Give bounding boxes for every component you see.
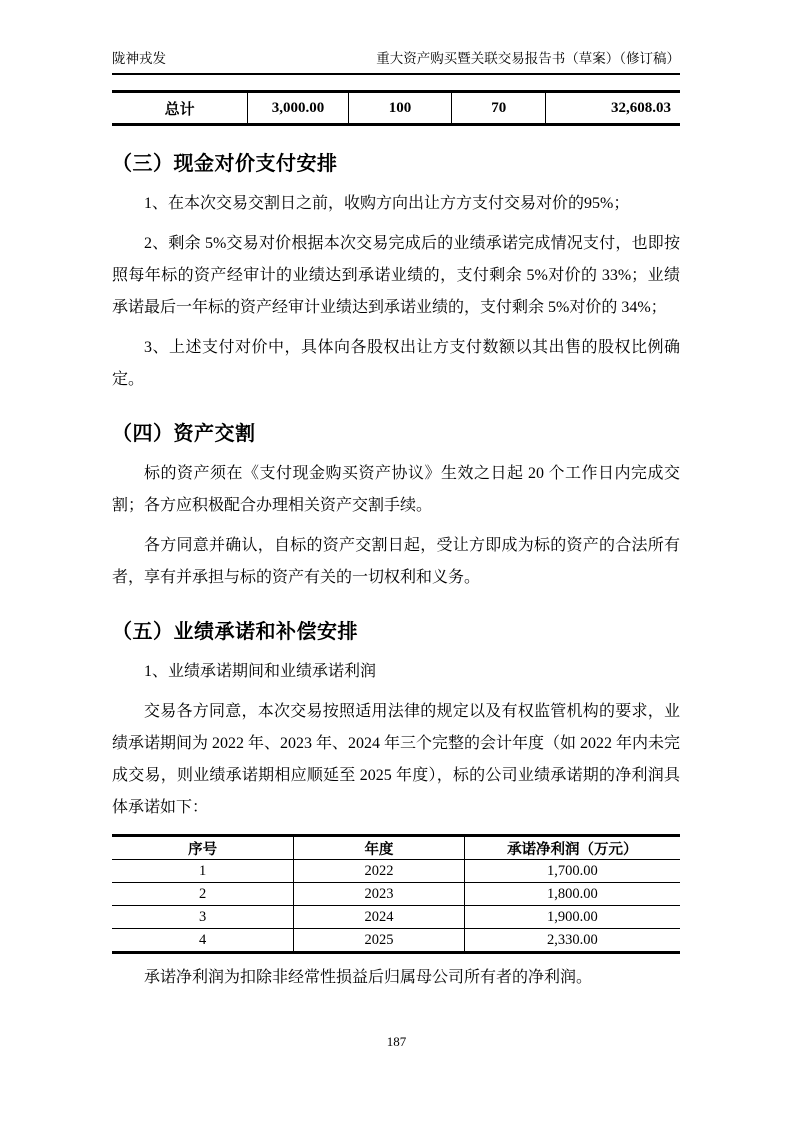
page-content — [112, 0, 680, 994]
cell-year: 2022 — [294, 860, 464, 883]
section-heading-cash-payment: （三）现金对价支付安排 — [112, 153, 338, 175]
section-heading-performance-commitment: （五）业绩承诺和补偿安排 — [112, 621, 358, 643]
profit-commitment-table — [112, 834, 680, 954]
paragraph: 3、上述支付对价中，具体向各股权出让方支付数额以其出售的股权比例确定。 — [112, 339, 680, 388]
total-value-cell: 3,000.00 — [248, 92, 349, 125]
paragraph: 2、剩余 5%交易对价根据本次交易完成后的业绩承诺完成情况支付，也即按照每年标的资产经审计的业绩达到承诺业绩的，支付剩余 5%对价的 33%；业绩承诺最后一年标的资产经审计业绩达到承诺业绩的，支付剩余 5%对价的 34%； — [112, 235, 680, 316]
table-row — [112, 906, 680, 929]
column-header-profit: 承诺净利润（万元） — [464, 836, 680, 860]
table-header-row — [112, 836, 680, 860]
cell-index: 1 — [112, 860, 294, 883]
cell-year: 2023 — [294, 883, 464, 906]
cell-index: 2 — [112, 883, 294, 906]
section-heading-asset-delivery: （四）资产交割 — [112, 423, 256, 445]
cell-index: 3 — [112, 906, 294, 929]
column-header-index: 序号 — [112, 836, 294, 860]
total-value-cell: 100 — [348, 92, 451, 125]
paragraph: 标的资产须在《支付现金购买资产协议》生效之日起 20 个工作日内完成交割；各方应积极配合办理相关资产交割手续。 — [112, 465, 680, 514]
cell-profit: 2,330.00 — [464, 929, 680, 953]
closing-note-paragraph: 承诺净利润为扣除非经常性损益后归属母公司所有者的净利润。 — [144, 969, 593, 986]
paragraph: 各方同意并确认，自标的资产交割日起，受让方即成为标的资产的合法所有者，享有并承担与标的资产有关的一切权利和义务。 — [112, 537, 680, 586]
header-report-title: 重大资产购买暨关联交易报告书（草案）（修订稿） — [376, 51, 680, 66]
cell-year: 2024 — [294, 906, 464, 929]
subsection-heading: 1、业绩承诺期间和业绩承诺利润 — [144, 663, 377, 680]
running-header — [112, 50, 680, 75]
table-row — [112, 929, 680, 953]
column-header-year: 年度 — [294, 836, 464, 860]
header-company-name: 陇神戎发 — [112, 51, 166, 66]
total-value-cell: 70 — [452, 92, 546, 125]
page-number: 187 — [386, 1034, 407, 1049]
cell-profit: 1,900.00 — [464, 906, 680, 929]
paragraph: 交易各方同意，本次交易按照适用法律的规定以及有权监管机构的要求，业绩承诺期间为 2022 年、2023 年、2024 年三个完整的会计年度（如 2022 年内未完成交易，则业绩承诺期相应顺延至 2025 年度），标的公司业绩承诺期的净利润具体承诺如下： — [112, 703, 681, 816]
table-row — [112, 883, 680, 906]
table-row — [112, 92, 680, 125]
total-value-cell: 32,608.03 — [546, 92, 680, 125]
cell-year: 2025 — [294, 929, 464, 953]
table-row — [112, 860, 680, 883]
cell-profit: 1,800.00 — [464, 883, 680, 906]
summary-total-table — [112, 90, 680, 126]
cell-profit: 1,700.00 — [464, 860, 680, 883]
paragraph: 1、在本次交易交割日之前，收购方向出让方方支付交易对价的95%； — [144, 195, 630, 212]
cell-index: 4 — [199, 931, 207, 948]
total-label-cell: 总计 — [164, 101, 195, 118]
